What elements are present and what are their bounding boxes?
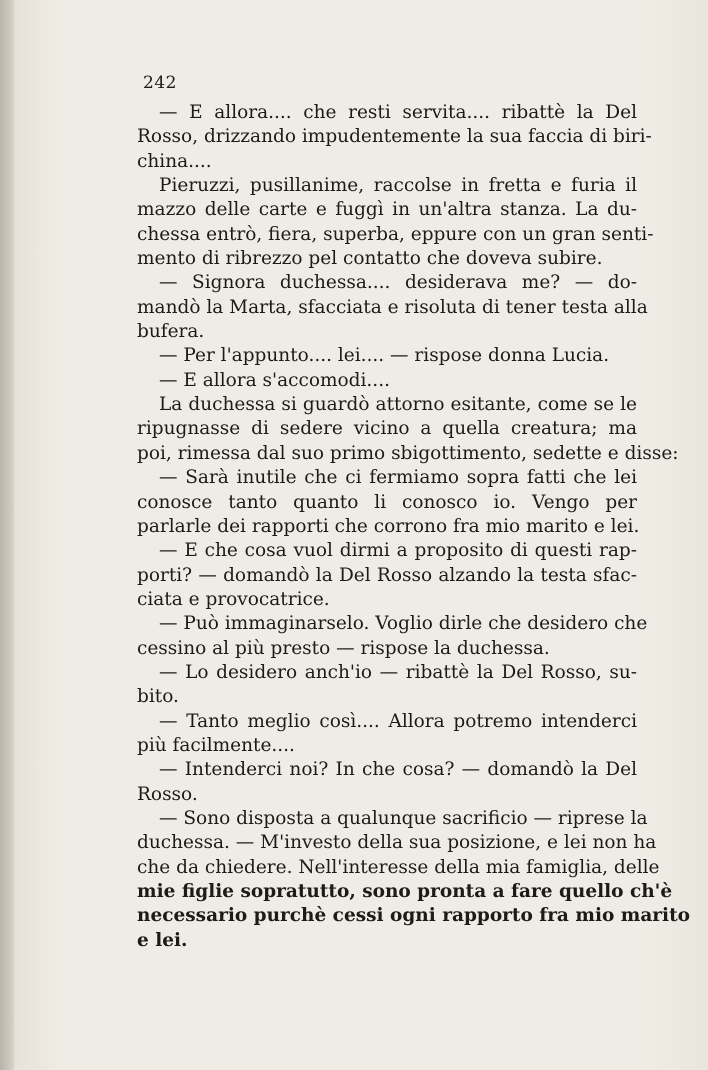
- text-line: mandò la Marta, sfacciata e risoluta di tener testa alla: [137, 296, 648, 318]
- text-line: — Signora duchessa.... desiderava me? — do-: [159, 272, 637, 294]
- text-line: ripugnasse di sedere vicino a quella creatura; ma: [137, 418, 637, 440]
- text-line: e lei.: [137, 929, 188, 951]
- text-line: più facilmente....: [137, 734, 295, 756]
- text-line: mazzo delle carte e fuggì in un'altra stanza. La du-: [137, 199, 637, 221]
- text-line: — Lo desidero anch'io — ribattè la Del Rosso, su-: [159, 661, 637, 683]
- text-line: cessino al più presto — rispose la duchessa.: [137, 637, 550, 659]
- text-line: — Può immaginarselo. Voglio dirle che desidero che: [159, 613, 648, 635]
- text-line: che da chiedere. Nell'interesse della mia famiglia, delle: [137, 856, 660, 878]
- text-line: parlarle dei rapporti che corrono fra mio marito e lei.: [137, 515, 640, 537]
- text-line: ciata e provocatrice.: [137, 588, 330, 610]
- text-line: conosce tanto quanto li conosco io. Vengo per: [137, 491, 637, 513]
- text-line: — E che cosa vuol dirmi a proposito di questi rap-: [159, 540, 637, 562]
- text-line: — Tanto meglio così.... Allora potremo intenderci: [159, 710, 637, 732]
- text-line: mento di ribrezzo pel contatto che doveva subire.: [137, 248, 603, 270]
- text-line: necessario purchè cessi ogni rapporto fra mio marito: [137, 905, 690, 927]
- text-line: porti? — domandò la Del Rosso alzando la testa sfac-: [137, 564, 637, 586]
- text-line: Pieruzzi, pusillanime, raccolse in fretta e furia il: [159, 175, 637, 197]
- text-line: Rosso, drizzando impudentemente la sua faccia di biri-: [137, 126, 652, 148]
- text-line: china....: [137, 150, 212, 172]
- text-line: — Intenderci noi? In che cosa? — domandò la Del: [159, 759, 637, 781]
- text-line: — Sarà inutile che ci fermiamo sopra fatti che lei: [159, 467, 637, 489]
- text-line: bito.: [137, 686, 179, 708]
- text-line: — Per l'appunto.... lei.... — rispose donna Lucia.: [159, 345, 610, 367]
- body-text: [137, 101, 690, 953]
- text-line: chessa entrò, fiera, superba, eppure con un gran senti-: [137, 223, 654, 245]
- page-number: 242: [143, 73, 177, 93]
- text-line: bufera.: [137, 321, 205, 343]
- text-line: duchessa. — M'investo della sua posizione, e lei non ha: [137, 832, 657, 854]
- text-line: — E allora s'accomodi....: [159, 369, 390, 391]
- text-line: mie figlie sopratutto, sono pronta a fare quello ch'è: [137, 881, 673, 902]
- text-line: — Sono disposta a qualunque sacrificio — riprese la: [159, 807, 648, 829]
- text-line: Rosso.: [137, 783, 198, 805]
- page-gutter: [0, 0, 14, 1070]
- text-line: La duchessa si guardò attorno esitante, come se le: [159, 394, 637, 416]
- text-line: poi, rimessa dal suo primo sbigottimento, sedette e disse:: [137, 442, 679, 464]
- text-line: — E allora.... che resti servita.... ribattè la Del: [159, 102, 637, 123]
